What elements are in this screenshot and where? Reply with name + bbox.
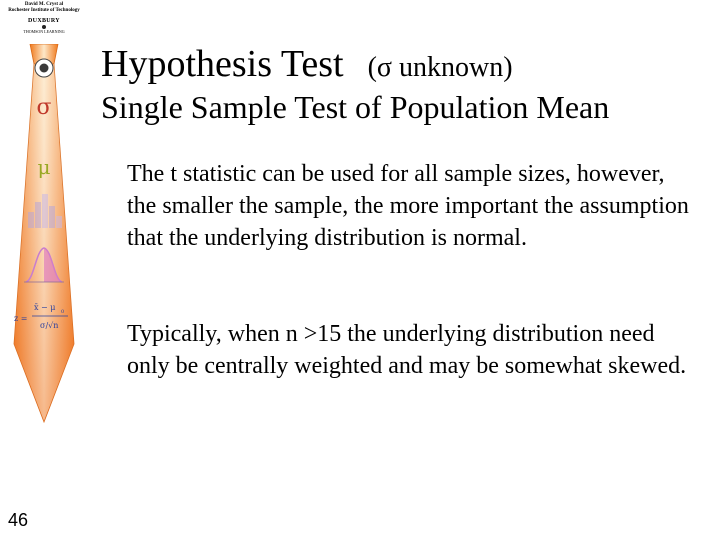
author-name: David M. Cryst al <box>24 2 64 7</box>
slide-title <box>101 42 513 86</box>
sigma-symbol-icon: σ <box>36 95 52 120</box>
svg-text:z =: z = <box>14 314 28 323</box>
svg-text:0: 0 <box>61 309 65 315</box>
author-institution: Rochester Institute of Technology <box>8 8 80 13</box>
statistics-tie-graphic <box>4 44 84 424</box>
title-text: Hypothesis Test <box>101 43 344 85</box>
globe-center-icon <box>40 64 49 73</box>
svg-text:x̄ − μ: x̄ − μ <box>34 303 56 312</box>
publisher-subtitle: THOMSON LEARNING <box>23 29 65 34</box>
publisher-logo: DUXBURY <box>28 18 60 24</box>
body-paragraph-2: Typically, when n >15 the underlying distribution need only be centrally weighted and may be somewhat skewed. <box>127 321 687 379</box>
title-note: (σ unknown) <box>367 52 513 83</box>
svg-text:σ/√n: σ/√n <box>40 321 59 330</box>
page-number: 46 <box>8 510 29 530</box>
author-credit <box>6 2 82 35</box>
slide-subtitle: Single Sample Test of Population Mean <box>101 89 610 125</box>
body-paragraph-1: The t statistic can be used for all sample sizes, however, the smaller the sample, the more important the assumption that the underlying distribution is normal. <box>127 161 689 251</box>
mu-symbol-icon: μ <box>37 155 51 179</box>
